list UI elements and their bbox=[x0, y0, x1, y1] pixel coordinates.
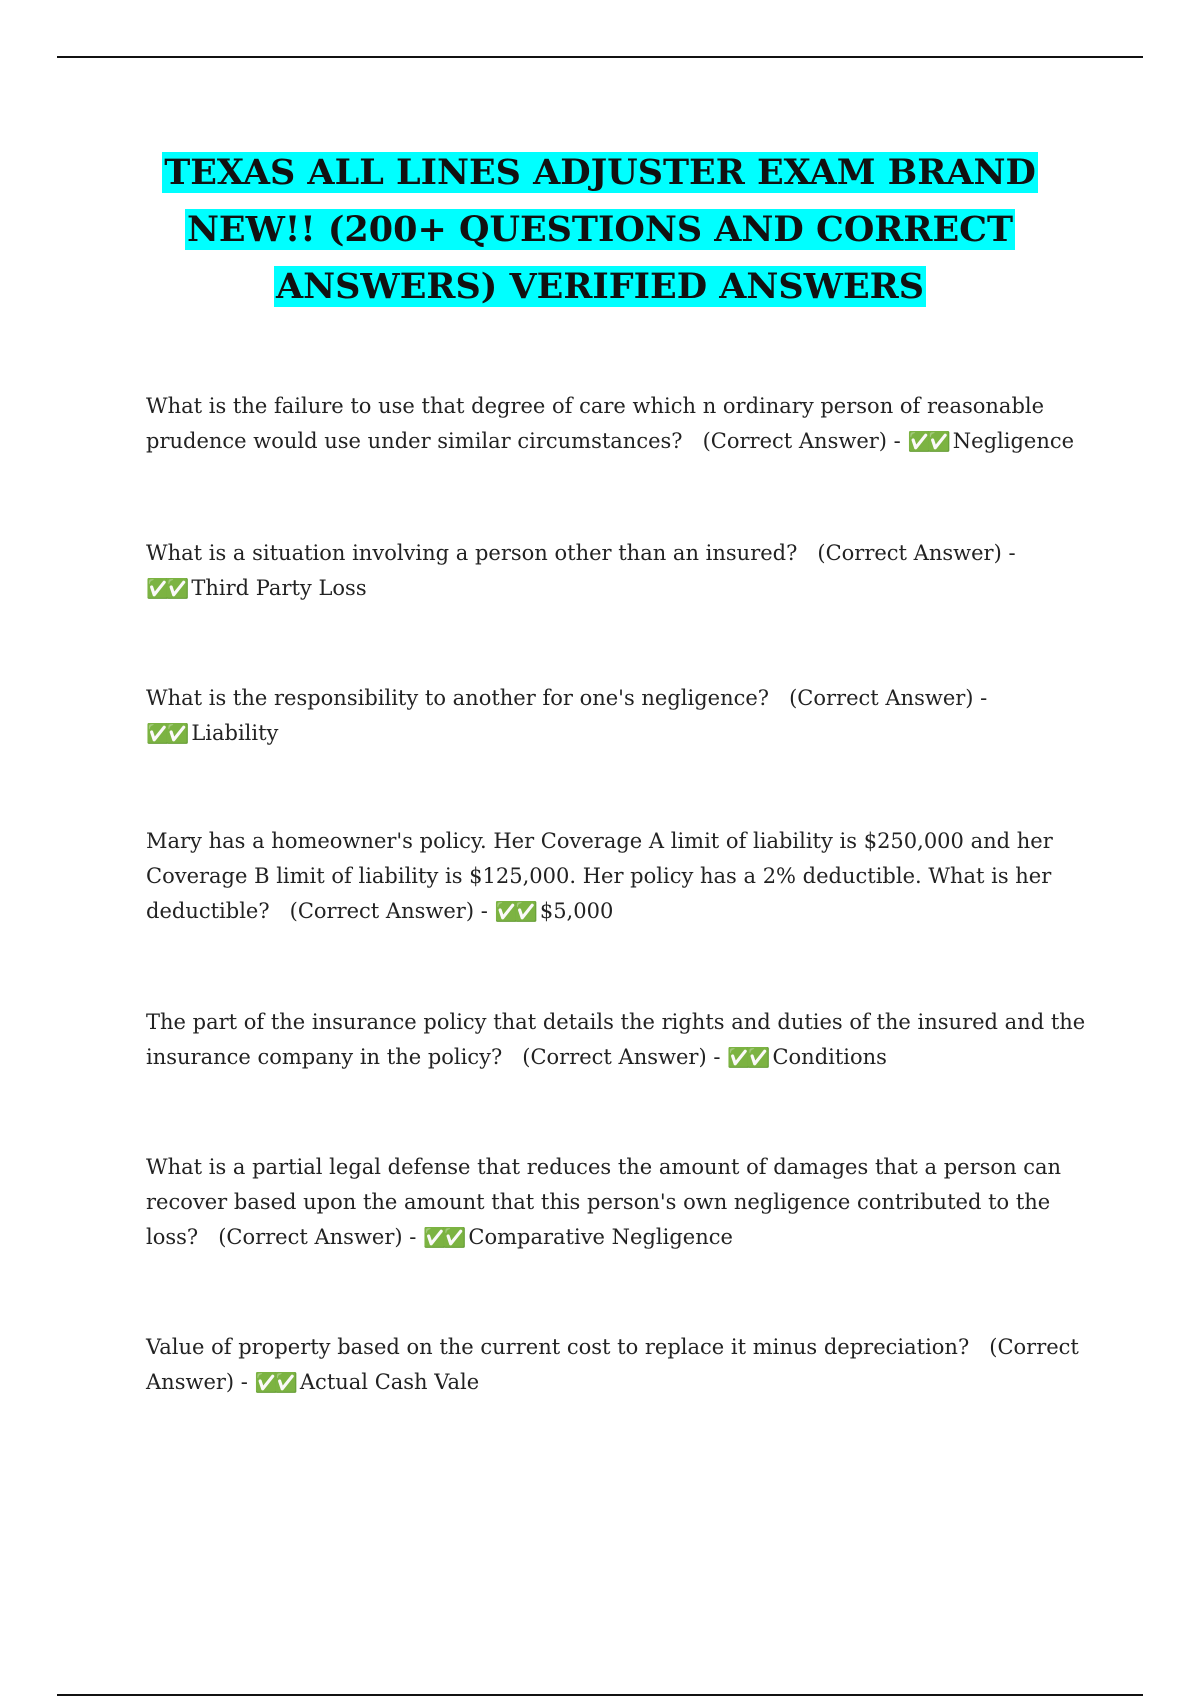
correct-answer-label: (Correct Answer) - bbox=[146, 1335, 1079, 1394]
qa-item-3 bbox=[146, 681, 1096, 752]
title-line-3: ANSWERS) VERIFIED ANSWERS bbox=[275, 266, 924, 307]
correct-answer-label: (Correct Answer) - bbox=[817, 541, 1016, 565]
question-text: What is the failure to use that degree of care which n ordinary person of reasonable prudence would use under similar circumstances? bbox=[146, 394, 1045, 453]
answer-text: Comparative Negligence bbox=[468, 1225, 733, 1249]
answer-text: Negligence bbox=[952, 429, 1075, 453]
question-text: What is a partial legal defense that reduces the amount of damages that a person can recover based upon the amount that this person's own negligence contributed to the loss? bbox=[146, 1155, 1062, 1249]
question-text: Mary has a homeowner's policy. Her Coverage A limit of liability is $250,000 and her Coverage B limit of liability is $125,000. Her policy has a 2% deductible. What is her deductible? bbox=[146, 829, 1053, 923]
qa-item-6 bbox=[146, 1150, 1096, 1256]
double-check-icon: ✅✅ bbox=[494, 901, 534, 923]
question-text: The part of the insurance policy that details the rights and duties of the insured and the insurance company in the policy? bbox=[146, 1010, 1086, 1069]
answer-text: Third Party Loss bbox=[191, 576, 367, 600]
correct-answer-label: (Correct Answer) - bbox=[789, 686, 988, 710]
correct-answer-label: (Correct Answer) - bbox=[289, 899, 488, 923]
answer-text: Actual Cash Vale bbox=[299, 1370, 480, 1394]
answer-text: Conditions bbox=[772, 1045, 887, 1069]
bottom-rule bbox=[57, 1694, 1143, 1696]
qa-item-7 bbox=[146, 1330, 1096, 1401]
question-text: What is a situation involving a person other than an insured? bbox=[146, 541, 798, 565]
answer-text: $5,000 bbox=[539, 899, 614, 923]
correct-answer-label: (Correct Answer) - bbox=[522, 1045, 721, 1069]
double-check-icon: ✅✅ bbox=[146, 578, 186, 600]
answer-text: Liability bbox=[191, 721, 279, 745]
correct-answer-label: (Correct Answer) - bbox=[218, 1225, 417, 1249]
double-check-icon: ✅✅ bbox=[254, 1372, 294, 1394]
double-check-icon: ✅✅ bbox=[907, 431, 947, 453]
double-check-icon: ✅✅ bbox=[727, 1047, 767, 1069]
title-line-1: TEXAS ALL LINES ADJUSTER EXAM BRAND bbox=[164, 152, 1036, 193]
page-title bbox=[120, 144, 1080, 315]
double-check-icon: ✅✅ bbox=[146, 723, 186, 745]
qa-item-4 bbox=[146, 824, 1096, 930]
qa-item-2 bbox=[146, 536, 1096, 607]
question-text: Value of property based on the current cost to replace it minus depreciation? bbox=[146, 1335, 970, 1359]
qa-item-5 bbox=[146, 1005, 1096, 1076]
double-check-icon: ✅✅ bbox=[423, 1227, 463, 1249]
title-line-2: NEW!! (200+ QUESTIONS AND CORRECT bbox=[186, 209, 1014, 250]
correct-answer-label: (Correct Answer) - bbox=[702, 429, 901, 453]
top-rule bbox=[57, 56, 1143, 58]
question-text: What is the responsibility to another for one's negligence? bbox=[146, 686, 770, 710]
qa-item-1 bbox=[146, 389, 1096, 460]
